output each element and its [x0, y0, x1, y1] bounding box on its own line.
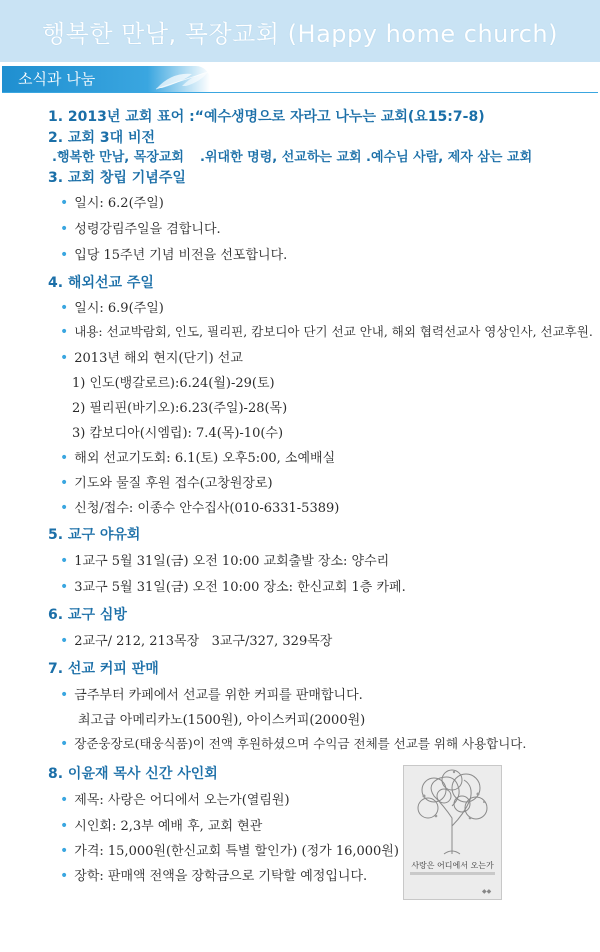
tree-illustration-icon [404, 766, 501, 858]
list-item: • 1교구 5월 31일(금) 오전 10:00 교회출발 장소: 양수리 [60, 553, 390, 569]
list-item: • 일시: 6.2(주일) [60, 195, 164, 211]
sub-item: 3) 캄보디아(시엠립): 7.4(목)-10(수) [72, 426, 284, 441]
item-heading: 4. 해외선교 주일 [48, 275, 154, 291]
item-heading: 8. 이윤재 목사 신간 사인회 [48, 766, 218, 782]
item-heading: 5. 교구 야유회 [48, 527, 141, 543]
list-item: • 시인회: 2,3부 예배 후, 교회 현관 [60, 818, 263, 834]
sub-item: 1) 인도(뱅갈로르):6.24(월)-29(토) [72, 376, 275, 391]
vision-item: .예수님 사람, 제자 삼는 교회 [366, 150, 533, 165]
item-heading: 3. 교회 창립 기념주일 [48, 170, 186, 186]
list-item: • 장준웅장로(태웅식품)이 전액 후원하셨으며 수익금 전체를 선교를 위해 사용합니다. [60, 736, 527, 752]
sub-item: 최고급 아메리카노(1500원), 아이스커피(2000원) [78, 713, 366, 728]
list-item: • 내용: 선교박람회, 인도, 필리핀, 캄보디아 단기 선교 안내, 해외 협력선교사 영상인사, 선교후원. [60, 324, 593, 340]
book-title: 사랑은 어디에서 오는가 [411, 861, 494, 870]
vision-item: .위대한 명령, 선교하는 교회 [200, 150, 362, 165]
item-heading: 6. 교구 심방 [48, 607, 127, 623]
list-item: • 가격: 15,000원(한신교회 특별 할인가) (정가 16,000원) [60, 843, 399, 859]
publisher-logo-icon: ◆◆ [482, 888, 492, 895]
list-item: • 제목: 사랑은 어디에서 오는가(열림원) [60, 792, 290, 808]
list-item: • 성령강림주일을 겸합니다. [60, 221, 221, 237]
item-heading: 1. 2013년 교회 표어 :“예수생명으로 자라고 나누는 교회(요15:7-8) [48, 109, 485, 125]
list-item: • 장학: 판매액 전액을 장학금으로 기탁할 예정입니다. [60, 868, 368, 884]
section-tab-label: 소식과 나눔 [18, 70, 96, 88]
item-heading: 7. 선교 커피 판매 [48, 661, 159, 677]
list-item: • 2013년 해외 현지(단기) 선교 [60, 350, 243, 366]
item-heading: 2. 교회 3대 비전 [48, 130, 156, 146]
list-item: • 금주부터 카페에서 선교를 위한 커피를 판매합니다. [60, 687, 363, 703]
vision-item: .행복한 만남, 목장교회 [52, 150, 184, 165]
list-item: • 입당 15주년 기념 비전을 선포합니다. [60, 247, 288, 263]
list-item: • 해외 선교기도회: 6.1(토) 오후5:00, 소예배실 [60, 450, 336, 466]
list-item: • 신청/접수: 이종수 안수집사(010-6331-5389) [60, 500, 340, 516]
page-title: 행복한 만남, 목장교회 (Happy home church) [42, 20, 558, 48]
sub-item: 2) 필리핀(바기오):6.23(주일)-28(목) [72, 401, 288, 416]
book-cover-image [403, 765, 502, 900]
list-item: • 일시: 6.9(주일) [60, 300, 164, 316]
list-item: • 2교구/ 212, 213목장 3교구/327, 329목장 [60, 633, 333, 649]
list-item: • 3교구 5월 31일(금) 오전 10:00 장소: 한신교회 1층 카페. [60, 579, 406, 595]
book-subtitle-line [410, 872, 495, 875]
list-item: • 기도와 물질 후원 접수(고창원장로) [60, 475, 273, 491]
